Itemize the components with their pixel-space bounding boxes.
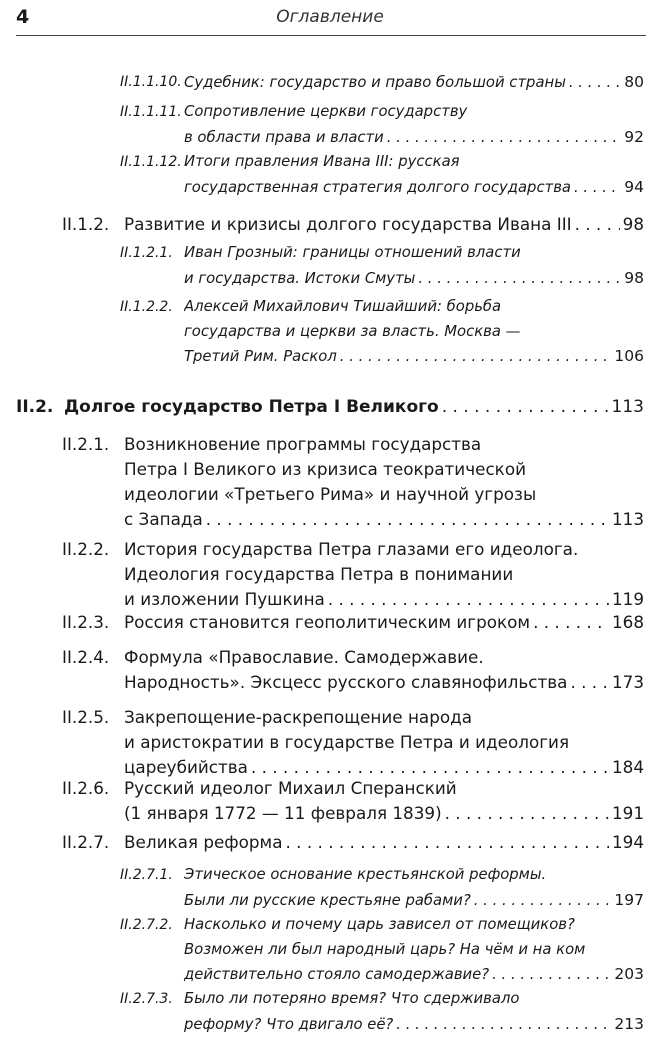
toc-page-number: 113 [611, 397, 644, 417]
dot-leader [575, 212, 620, 237]
toc-entry-title-line: Возможен ли был народный царь? На чём и на ком [184, 940, 586, 958]
dot-leader [574, 176, 621, 201]
toc-entry-title-line: и аристократии в государстве Петра и идеология [124, 732, 570, 752]
toc-entry-title-line: Насколько и почему царь зависел от помещиков? [184, 916, 575, 933]
toc-entry-number: II.2.1. [62, 434, 110, 454]
page-number: 4 [16, 6, 30, 28]
toc-entry-number: II.1.1.12. [120, 154, 182, 170]
toc-entry-number: II.2.4. [62, 647, 110, 667]
toc-entry-title-line: Идеология государства Петра в понимании [124, 564, 514, 584]
toc-entry-title-line: с Запада [124, 509, 203, 529]
toc-entry-number: II.2. [16, 397, 54, 417]
toc-entry-number: II.2.2. [62, 539, 110, 559]
toc-entry-title-line: Великая реформа [124, 832, 283, 852]
toc-entry-number: II.1.2.1. [120, 245, 173, 261]
toc-entry-title-line: Петра I Великого из кризиса теократической [124, 459, 526, 479]
toc-entry-title-line: Русский идеолог Михаил Сперанский [124, 778, 457, 798]
toc-entry-title-line: Были ли русские крестьяне рабами? [184, 891, 471, 909]
toc-entry-title-line: Итоги правления Ивана III: русская [184, 153, 460, 170]
toc-entry-number: II.2.7. [62, 832, 110, 852]
toc-entry-title-line: действительно стояло самодержавие? [184, 966, 490, 983]
toc-entry-title-line: Россия становится геополитическим игроком [124, 612, 531, 632]
dot-leader [474, 889, 612, 914]
dot-leader [206, 507, 609, 532]
dot-leader [492, 963, 611, 988]
toc-entry-title-line: Третий Рим. Раскол [184, 348, 337, 365]
toc-page-number: 194 [611, 832, 644, 852]
dot-leader [570, 670, 609, 695]
toc-entry-number: II.2.5. [62, 707, 110, 727]
dot-leader [328, 587, 609, 612]
header-divider [16, 35, 646, 36]
toc-page-number: 98 [624, 268, 644, 287]
dot-leader [569, 71, 621, 96]
toc-page-number: 168 [611, 612, 644, 632]
toc-entry-number: II.1.1.11. [120, 104, 182, 120]
toc-page-number: 94 [624, 177, 644, 196]
toc-entry-number: II.1.2. [62, 214, 110, 234]
toc-entry-number: II.2.3. [62, 612, 110, 632]
toc-page-number: 213 [614, 1014, 644, 1033]
toc-page-number: 113 [611, 509, 644, 529]
dot-leader [286, 830, 609, 855]
toc-entry-number: II.1.2.2. [120, 299, 173, 315]
toc-entry-number: II.2.7.2. [120, 917, 173, 933]
dot-leader [396, 1013, 611, 1038]
dot-leader [418, 267, 621, 292]
toc-page-number: 80 [624, 73, 644, 91]
toc-entry-title-line: Сопротивление церкви государству [184, 103, 468, 120]
dot-leader [442, 394, 609, 420]
toc-entry-title-line: Судебник: государство и право большой страны [184, 74, 566, 91]
toc-entry-title-line: Было ли потеряно время? Что сдерживало [184, 990, 520, 1007]
toc-page-number: 173 [611, 672, 644, 692]
dot-leader [445, 801, 609, 826]
toc-page-number: 184 [611, 757, 644, 777]
toc-entry-title-line: Народность». Эксцесс русского славянофильства [124, 672, 568, 692]
toc-entry-title-line: и изложении Пушкина [124, 589, 325, 609]
running-header-title: Оглавление [276, 7, 384, 27]
toc-entry-title-line: Алексей Михайлович Тишайший: борьба [184, 298, 502, 315]
toc-entry-title-line: Иван Грозный: границы отношений власти [184, 244, 521, 261]
toc-entry-title-line: Формула «Православие. Самодержавие. [124, 647, 484, 667]
toc-page-number: 106 [614, 347, 644, 365]
toc-entry-title-line: Закрепощение-раскрепощение народа [124, 707, 473, 727]
toc-entry-title-line: цареубийства [124, 757, 248, 777]
toc-entry-title-line: Этическое основание крестьянской реформы. [184, 866, 547, 883]
toc-page-number: 98 [622, 214, 644, 234]
toc-page-number: 203 [614, 965, 644, 983]
toc-entry-number: II.2.7.3. [120, 991, 173, 1007]
toc-page-number: 197 [614, 890, 644, 909]
dot-leader [387, 126, 622, 151]
toc-entry-title-line: Развитие и кризисы долгого государства Ивана III [124, 214, 572, 234]
toc-entry-title-line: История государства Петра глазами его идеолога. [124, 539, 579, 559]
dot-leader [533, 610, 609, 635]
toc-entry-title-line: (1 января 1772 — 11 февраля 1839) [124, 803, 442, 823]
toc-entry-title-line: государственная стратегия долгого государства [184, 178, 571, 196]
toc-entry-title-line: Долгое государство Петра I Великого [64, 397, 439, 417]
toc-entry-title-line: и государства. Истоки Смуты [184, 269, 416, 287]
toc-page-number: 119 [611, 589, 644, 609]
toc-entry-number: II.1.1.10. [120, 74, 182, 90]
toc-entry-number: II.2.7.1. [120, 867, 173, 883]
toc-page-number: 191 [611, 803, 644, 823]
toc-entry-title-line: идеологии «Третьего Рима» и научной угрозы [124, 484, 537, 504]
toc-entry-title-line: в области права и власти [184, 128, 384, 146]
toc-page-number: 92 [624, 127, 644, 146]
dot-leader [340, 345, 612, 370]
toc-entry-title-line: Возникновение программы государства [124, 434, 482, 454]
toc-entry-title-line: государства и церкви за власть. Москва — [184, 322, 521, 340]
toc-entry-title-line: реформу? Что двигало её? [184, 1015, 394, 1033]
toc-entry-number: II.2.6. [62, 778, 110, 798]
